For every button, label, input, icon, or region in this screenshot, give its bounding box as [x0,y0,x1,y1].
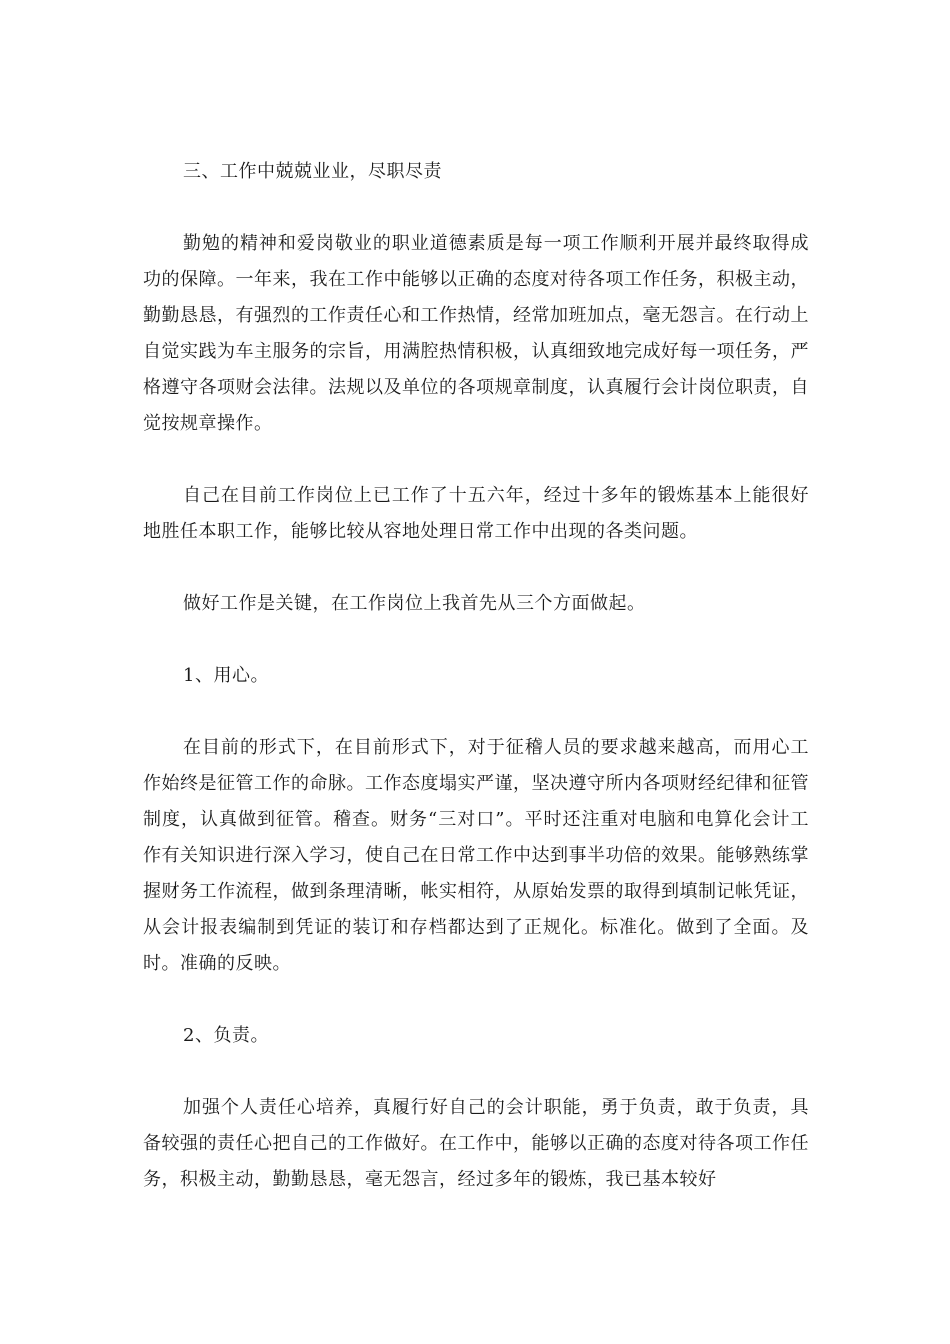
paragraph-experience: 自己在目前工作岗位上已工作了十五六年，经过十多年的锻炼基本上能很好地胜任本职工作，能够比较从容地处理日常工作中出现的各类问题。 [143,485,809,542]
document-body [143,154,809,1198]
paragraph-responsible: 加强个人责任心培养，真履行好自己的会计职能，勇于负责，敢于负责，具备较强的责任心把自己的工作做好。在工作中，能够以正确的态度对待各项工作任务，积极主动，勤勤恳恳，毫无怨言，经过多年的锻炼，我已基本较好 [143,1097,809,1190]
paragraph-diligence: 勤勉的精神和爱岗敬业的职业道德素质是每一项工作顺利开展并最终取得成功的保障。一年来，我在工作中能够以正确的态度对待各项工作任务，积极主动，勤勤恳恳，有强烈的工作责任心和工作热情，经常加班加点，毫无怨言。在行动上自觉实践为车主服务的宗旨，用满腔热情积极，认真细致地完成好每一项任务，严格遵守各项财会法律。法规以及单位的各项规章制度，认真履行会计岗位职责，自觉按规章操作。 [143,233,809,434]
paragraph-three-aspects: 做好工作是关键，在工作岗位上我首先从三个方面做起。 [183,593,646,614]
section-heading: 三、工作中兢兢业业，尽职尽责 [183,161,442,182]
paragraph-attentive: 在目前的形式下，在目前形式下，对于征稽人员的要求越来越高，而用心工作始终是征管工作的命脉。工作态度塌实严谨，坚决遵守所内各项财经纪律和征管制度，认真做到征管。稽查。财务“三对口”。平时还注重对电脑和电算化会计工作有关知识进行深入学习，使自己在日常工作中达到事半功倍的效果。能够熟练掌握财务工作流程，做到条理清晰，帐实相符，从原始发票的取得到填制记帐凭证，从会计报表编制到凭证的装订和存档都达到了正规化。标准化。做到了全面。及时。准确的反映。 [143,737,809,974]
item-heading-responsible: 2、负责。 [183,1025,269,1046]
item-heading-attentive: 1、用心。 [183,665,269,686]
